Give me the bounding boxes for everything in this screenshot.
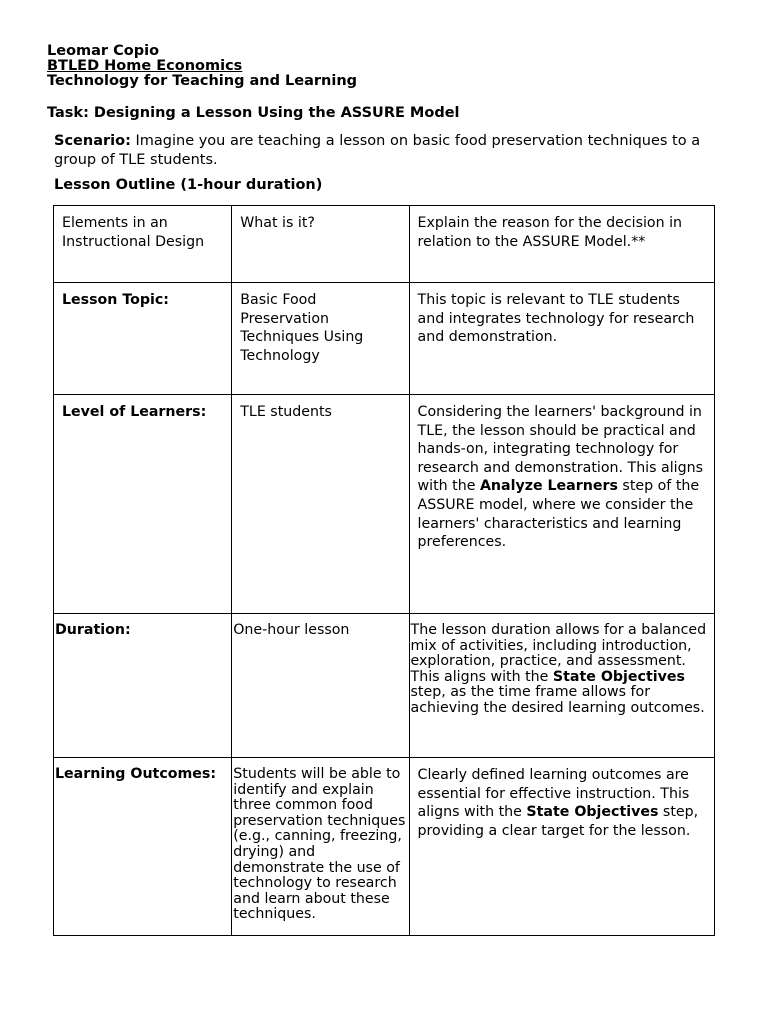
duration-reason-step: State Objectives — [552, 668, 685, 685]
header-what: What is it? — [240, 215, 315, 231]
scenario-label: Scenario: — [54, 133, 131, 149]
outcomes-what: Students will be able to identify and explain three common food preservation techniques (e.g., canning, freezing, drying) and demonstrate the use of technology to research and learn about these techniques. — [233, 766, 406, 923]
duration-reason — [410, 614, 714, 717]
level-reason — [410, 395, 714, 552]
row-label-cell — [54, 758, 232, 936]
duration-what: One-hour lesson — [233, 622, 350, 638]
table-row — [54, 614, 715, 758]
table-row — [54, 283, 715, 395]
lesson-topic-what: Basic Food Preservation Techniques Using Technology — [240, 292, 364, 364]
lesson-topic-reason: This topic is relevant to TLE students and integrates technology for research and demonstration. — [417, 292, 695, 346]
level-reason-step: Analyze Learners — [479, 478, 618, 495]
row-what-cell — [232, 283, 409, 395]
task-heading: Task: Designing a Lesson Using the ASSURE Model — [47, 105, 460, 121]
duration-reason-text-end: step, as the time frame allows for achieving the desired learning outcomes. — [410, 684, 705, 716]
row-reason-cell — [409, 614, 714, 758]
row-label-cell — [54, 395, 232, 614]
row-reason-cell — [409, 758, 714, 936]
table-header-row — [54, 206, 715, 283]
table-row — [54, 758, 715, 936]
program-name: BTLED Home Economics — [47, 58, 243, 74]
header-elements: Elements in an Instructional Design — [62, 215, 205, 250]
row-label-cell — [54, 614, 232, 758]
lesson-table — [53, 205, 715, 936]
header-cell — [232, 206, 409, 283]
row-what-cell — [232, 614, 409, 758]
header-reason: Explain the reason for the decision in relation to the ASSURE Model.** — [417, 215, 683, 250]
duration-reason-text: The lesson duration allows for a balanced mix of activities, including introduction, exploration, practice, and assessment. This aligns with the — [410, 622, 707, 685]
header-cell — [54, 206, 232, 283]
outcomes-reason — [410, 758, 714, 840]
outline-heading: Lesson Outline (1-hour duration) — [54, 177, 323, 193]
row-label-cell — [54, 283, 232, 395]
outcomes-label: Learning Outcomes: — [55, 766, 217, 782]
level-what: TLE students — [240, 404, 332, 420]
level-reason-text-end: step of the ASSURE model, where we consider the learners' characteristics and learning preferences. — [417, 478, 700, 551]
outcomes-reason-step: State Objectives — [526, 804, 659, 821]
outcomes-reason-text: Clearly defined learning outcomes are essential for effective instruction. This aligns with the — [417, 767, 690, 821]
table-row — [54, 395, 715, 614]
scenario-text: Imagine you are teaching a lesson on basic food preservation techniques to a group of TLE students. — [54, 133, 701, 168]
level-reason-text: Considering the learners' background in TLE, the lesson should be practical and hands-on, integrating technology for research and demonstration. This aligns with the — [417, 404, 703, 495]
author-name: Leomar Copio — [47, 43, 160, 59]
scenario-paragraph — [54, 132, 734, 169]
row-what-cell — [232, 395, 409, 614]
header-cell — [409, 206, 714, 283]
lesson-topic-label: Lesson Topic: — [62, 292, 169, 308]
course-title: Technology for Teaching and Learning — [47, 73, 358, 89]
row-reason-cell — [409, 395, 714, 614]
row-reason-cell — [409, 283, 714, 395]
duration-label: Duration: — [55, 622, 131, 638]
row-what-cell — [232, 758, 409, 936]
level-label: Level of Learners: — [62, 404, 207, 420]
outcomes-reason-text-end: step, providing a clear target for the lesson. — [417, 804, 699, 839]
